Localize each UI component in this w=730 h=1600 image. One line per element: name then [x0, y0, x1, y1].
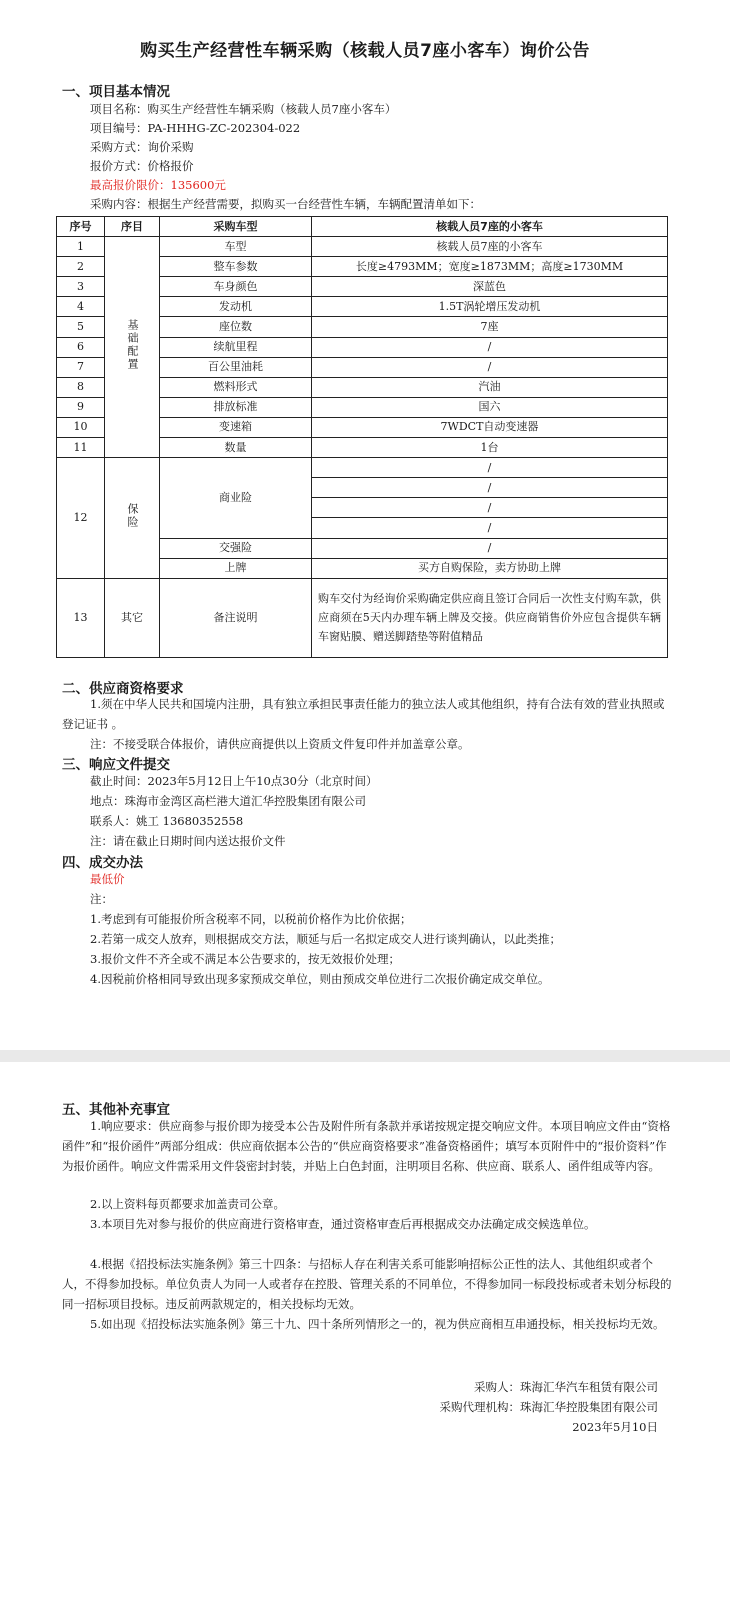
quote-method: 报价方式：价格报价 — [90, 159, 194, 173]
row-no: 7 — [57, 357, 105, 377]
row-item: 变速箱 — [160, 417, 312, 437]
row-item: 车身颜色 — [160, 277, 312, 297]
row-value: 国六 — [312, 397, 668, 417]
group-label: 基础配置 — [126, 319, 139, 372]
qualification-text: 1.须在中华人民共和国境内注册，具有独立承担民事责任能力的独立法人或其他组织，持有合法有效的营业执照或登记证书 。 — [62, 697, 665, 731]
row-no: 5 — [57, 317, 105, 337]
row-value: / — [312, 518, 668, 538]
row-no: 3 — [57, 277, 105, 297]
purchase-content: 采购内容：根据生产经营需要，拟购买一台经营性车辆，车辆配置清单如下： — [90, 197, 481, 211]
deal-item: 2.若第一成交人放弃，则根据成交方法，顺延与后一名拟定成交人进行谈判确认，以此类推； — [90, 932, 561, 946]
row-no: 4 — [57, 297, 105, 317]
row-no: 10 — [57, 417, 105, 437]
row-item: 燃料形式 — [160, 377, 312, 397]
row-no: 6 — [57, 337, 105, 357]
deal-method: 最低价 — [90, 872, 125, 886]
row-no: 12 — [57, 458, 105, 579]
row-item: 排放标准 — [160, 397, 312, 417]
row-value: 长度≥4793MM；宽度≥1873MM；高度≥1730MM — [312, 257, 668, 277]
row-item: 数量 — [160, 438, 312, 458]
row-item: 整车参数 — [160, 257, 312, 277]
purchase-method: 采购方式：询价采购 — [90, 140, 194, 154]
buyer-signature: 采购人：珠海汇华汽车租赁有限公司 — [474, 1380, 658, 1394]
page-title: 购买生产经营性车辆采购（核载人员7座小客车）询价公告 — [140, 41, 590, 61]
deal-item: 1.考虑到有可能报价所含税率不同，以税前价格作为比价依据； — [90, 912, 412, 926]
extra-item-4: 4.根据《招投标法实施条例》第三十四条：与招标人存在利害关系可能影响招标公正性的法人、其他组织或者个人，不得参加投标。单位负责人为同一人或者存在控股、管理关系的不同单位，不得参加同一标段投标或者未划分标段的同一招标项目投标。违反前两款规定的，相关投标均无效。 — [62, 1257, 672, 1311]
row-no: 8 — [57, 377, 105, 397]
deal-note: 注： — [90, 892, 113, 906]
section-5-heading: 五、其他补充事宜 — [62, 1102, 170, 1118]
row-item: 车型 — [160, 237, 312, 257]
project-name: 项目名称：购买生产经营性车辆采购（核载人员7座小客车） — [90, 102, 397, 116]
row-value: 1.5T涡轮增压发动机 — [312, 297, 668, 317]
page-2 — [0, 1062, 730, 1600]
row-value: 核载人员7座的小客车 — [312, 237, 668, 257]
row-item: 座位数 — [160, 317, 312, 337]
other-group: 其它 — [105, 578, 160, 657]
qualification-note: 注：不接受联合体报价，请供应商提供以上资质文件复印件并加盖章公章。 — [90, 737, 470, 751]
extra-item-5: 5.如出现《招投标法实施条例》第三十九、四十条所列情形之一的，视为供应商相互串通投标，相关投标均无效。 — [90, 1317, 665, 1331]
project-code: 项目编号：PA-HHHG-ZC-202304-022 — [90, 121, 301, 135]
row-no: 11 — [57, 438, 105, 458]
contact: 联系人：姚工 13680352558 — [90, 814, 244, 828]
row-value: 7WDCT自动变速器 — [312, 417, 668, 437]
row-no: 1 — [57, 237, 105, 257]
row-item: 商业险 — [160, 458, 312, 538]
row-value: / — [312, 337, 668, 357]
row-value: 买方自购保险，卖方协助上牌 — [312, 558, 668, 578]
section-3-heading: 三、响应文件提交 — [62, 757, 170, 773]
table-row — [57, 578, 668, 657]
submission-note: 注：请在截止日期时间内送达报价文件 — [90, 834, 286, 848]
place: 地点：珠海市金湾区高栏港大道汇华控股集团有限公司 — [90, 794, 366, 808]
page-separator — [0, 1050, 730, 1062]
header-item: 采购车型 — [160, 217, 312, 237]
header-spec: 核载人员7座的小客车 — [312, 217, 668, 237]
deadline: 截止时间：2023年5月12日上午10点30分（北京时间） — [90, 774, 378, 788]
row-item: 备注说明 — [160, 578, 312, 657]
row-value: 购车交付为经询价采购确定供应商且签订合同后一次性支付购车款，供应商须在5天内办理车辆上牌及交接。供应商销售价外应包含提供车辆车窗贴膜、赠送脚踏垫等附值精品 — [312, 578, 668, 657]
row-item: 发动机 — [160, 297, 312, 317]
header-no: 序号 — [57, 217, 105, 237]
extra-item-2: 2.以上资料每页都要求加盖责司公章。 — [90, 1197, 285, 1211]
agent-signature: 采购代理机构：珠海汇华控股集团有限公司 — [439, 1400, 658, 1414]
row-value: 7座 — [312, 317, 668, 337]
vehicle-config-table — [56, 216, 668, 658]
row-no: 2 — [57, 257, 105, 277]
row-value: / — [312, 498, 668, 518]
row-value: 深蓝色 — [312, 277, 668, 297]
group-label: 保险 — [126, 502, 139, 529]
deal-item: 3.报价文件不齐全或不满足本公告要求的，按无效报价处理； — [90, 952, 400, 966]
sign-date: 2023年5月10日 — [572, 1420, 658, 1434]
section-2-heading: 二、供应商资格要求 — [62, 681, 184, 697]
row-value: / — [312, 357, 668, 377]
row-value: 1台 — [312, 438, 668, 458]
row-value: / — [312, 478, 668, 498]
row-value: 汽油 — [312, 377, 668, 397]
row-item: 上牌 — [160, 558, 312, 578]
row-no: 13 — [57, 578, 105, 657]
row-item: 续航里程 — [160, 337, 312, 357]
section-4-heading: 四、成交办法 — [62, 855, 143, 871]
header-category: 序目 — [105, 217, 160, 237]
section-1-heading: 一、项目基本情况 — [62, 84, 170, 100]
table-header-row — [57, 217, 668, 237]
extra-item-3: 3.本项目先对参与报价的供应商进行资格审查，通过资格审查后再根据成交办法确定成交候选单位。 — [90, 1217, 596, 1231]
row-item: 交强险 — [160, 538, 312, 558]
insurance-group — [105, 458, 160, 579]
extra-item-1: 1.响应要求：供应商参与报价即为接受本公告及附件所有条款并承诺按规定提交响应文件。本项目响应文件由“资格函件”和“报价函件”两部分组成：供应商依据本公告的“供应商资格要求”准备资格函件；填写本页附件中的“报价资料”作为报价函件。响应文件需采用文件袋密封封装，并贴上白色封面，注明项目名称、供应商、联系人、函件组成等内容。 — [62, 1119, 671, 1173]
basic-config-group — [105, 237, 160, 458]
deal-item: 4.因税前价格相同导致出现多家预成交单位，则由预成交单位进行二次报价确定成交单位。 — [90, 972, 550, 986]
row-value: / — [312, 458, 668, 478]
row-no: 9 — [57, 397, 105, 417]
table-row — [57, 237, 668, 257]
table-row — [57, 458, 668, 478]
row-value: / — [312, 538, 668, 558]
max-price: 最高报价限价：135600元 — [90, 178, 226, 192]
row-item: 百公里油耗 — [160, 357, 312, 377]
